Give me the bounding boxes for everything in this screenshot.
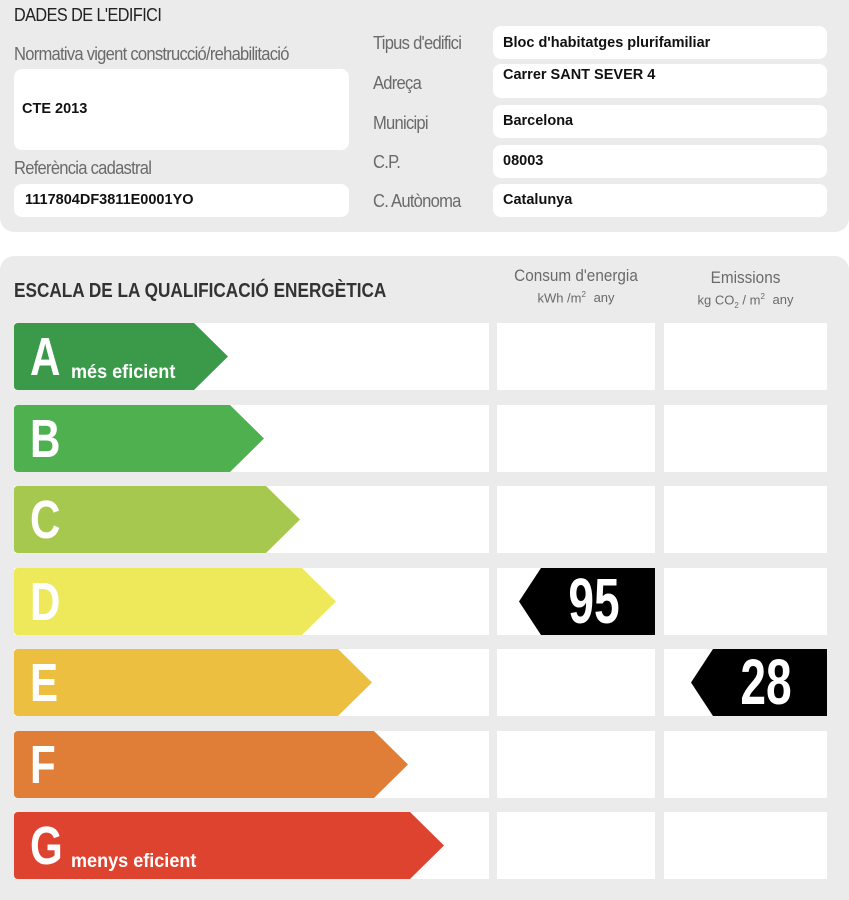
emissions-cell-d [664,568,827,635]
cadastral-value: 1117804DF3811E0001YO [14,184,349,217]
region-label: C. Autònoma [373,191,461,211]
class-arrow-e [14,649,372,716]
cadastral-label: Referència cadastral [14,158,152,178]
energy-cell-a [497,323,655,390]
regulation-label: Normativa vigent construcció/rehabilitació [14,44,289,64]
class-arrow-b [14,405,264,472]
emissions-column-title: Emissions [710,268,781,287]
scale-title: ESCALA DE LA QUALIFICACIÓ ENERGÈTICA [14,280,387,302]
address-value: Carrer SANT SEVER 4 [493,64,827,98]
energy-cell-c [497,486,655,553]
zip-value: 08003 [493,145,827,178]
class-arrow-a [14,323,228,390]
emissions-cell-a [664,323,827,390]
emissions-column-header [664,268,827,310]
building-section-title: DADES DE L'EDIFICI [14,5,162,25]
emissions-cell-b [664,405,827,472]
class-letter: D [30,572,61,632]
zip-label: C.P. [373,152,401,172]
energy-column-header [497,266,655,305]
energy-cell-b [497,405,655,472]
emissions-rating-badge [691,646,827,718]
class-arrow-c [14,486,300,553]
emissions-cell-g [664,812,827,879]
class-letter: B [30,409,61,469]
energy-scale-panel [0,256,849,900]
building-type-value: Bloc d'habitatges plurifamiliar [493,26,827,59]
class-letter: F [30,735,56,795]
class-letter: G [30,816,63,876]
address-label: Adreça [373,73,422,93]
city-label: Municipi [373,113,428,133]
class-letter: C [30,490,61,550]
energy-column-title: Consum d'energia [514,266,638,285]
building-type-label: Tipus d'edifici [373,33,462,53]
energy-cell-e [497,649,655,716]
class-letter: A [30,327,61,387]
energy-rating-badge-value: 95 [568,565,620,637]
energy-column-unit: kWh $/m^2$ any [537,290,615,306]
regulation-value: CTE 2013 [14,69,349,150]
class-arrow-d [14,568,336,635]
energy-rating-badge [519,565,655,637]
class-arrow-f [14,731,408,798]
class-label: menys eficient [71,851,197,872]
class-arrow-g [14,812,444,879]
building-data-panel [0,0,849,232]
emissions-cell-f [664,731,827,798]
energy-cell-g [497,812,655,879]
emissions-column-unit: kg $CO_2 / m^2$ any [697,292,794,310]
class-letter: E [30,653,59,713]
city-value: Barcelona [493,105,827,138]
region-value: Catalunya [493,184,827,217]
emissions-rating-badge-value: 28 [740,646,792,718]
class-label: més eficient [71,362,176,383]
energy-cell-f [497,731,655,798]
emissions-cell-c [664,486,827,553]
